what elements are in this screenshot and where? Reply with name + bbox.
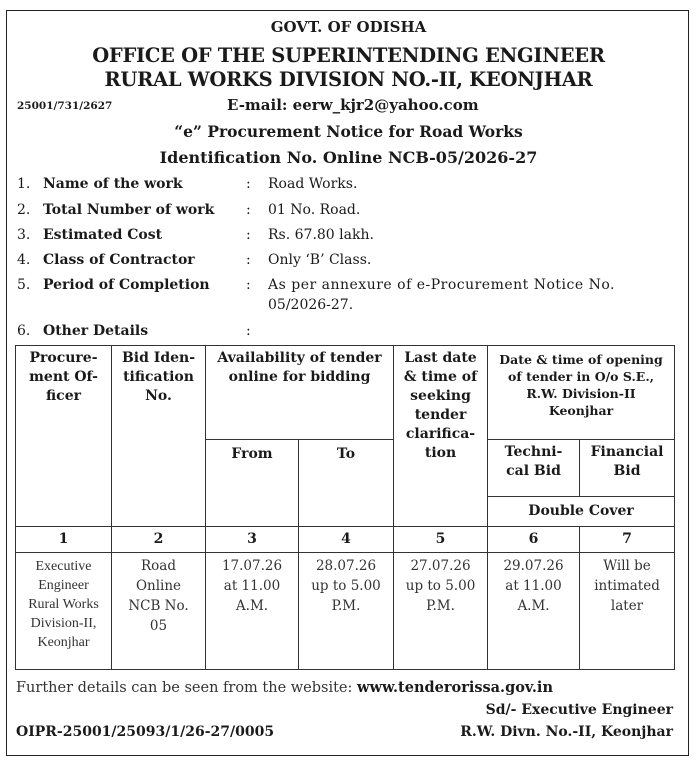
govt-heading: GOVT. OF ODISHA xyxy=(270,18,427,36)
header-last-date: Last date & time of seeking tender clarifica- tion xyxy=(394,346,488,527)
item-value: As per annexure of e-Procurement Notice No. xyxy=(268,277,615,293)
cell-to: 28.07.26 up to 5.00 P.M. xyxy=(299,553,394,670)
column-number: 1 xyxy=(16,527,112,553)
reference-number: 25001/731/2627 xyxy=(17,100,113,112)
email-line: E-mail: eerw_kjr2@yahoo.com xyxy=(227,96,479,114)
header-to: To xyxy=(299,440,394,527)
table-row xyxy=(16,553,675,670)
signature-office: R.W. Divn. No.-II, Keonjhar xyxy=(460,724,673,740)
item-value: Only ‘B’ Class. xyxy=(268,252,372,268)
signature-title: Sd/- Executive Engineer xyxy=(485,702,673,718)
website-link[interactable]: www.tenderorissa.gov.in xyxy=(357,679,553,696)
item-colon: : xyxy=(246,176,251,192)
cell-procurement-officer: Executive Engineer Rural Works Division-II, Keonjhar xyxy=(16,553,112,670)
cell-bid-identification: Road Online NCB No. 05 xyxy=(112,553,206,670)
identification-number: Identification No. Online NCB-05/2026-27 xyxy=(159,148,538,167)
header-opening-date: Date & time of opening of tender in O/o S.E., R.W. Division-II Keonjhar xyxy=(488,346,675,440)
item-value: 01 No. Road. xyxy=(268,202,361,218)
item-label: Total Number of work xyxy=(43,202,215,218)
column-number: 3 xyxy=(206,527,299,553)
header-bid-identification: Bid Iden- tification No. xyxy=(112,346,206,527)
header-double-cover: Double Cover xyxy=(488,497,675,527)
header-availability: Availability of tender online for bidding xyxy=(206,346,394,440)
column-number: 2 xyxy=(112,527,206,553)
item-label: Name of the work xyxy=(43,176,183,192)
item-number: 5. xyxy=(17,277,31,293)
further-details-text: Further details can be seen from the website: xyxy=(16,680,353,696)
header-procurement-officer: Procure- ment Of- ficer xyxy=(16,346,112,527)
office-title-line1: OFFICE OF THE SUPERINTENDING ENGINEER xyxy=(92,44,605,67)
column-number: 7 xyxy=(580,527,675,553)
office-title-line2: RURAL WORKS DIVISION NO.-II, KEONJHAR xyxy=(104,68,593,91)
item-colon: : xyxy=(246,277,251,293)
item-number: 1. xyxy=(17,176,31,192)
cell-last-date: 27.07.26 up to 5.00 P.M. xyxy=(394,553,488,670)
tender-schedule-table xyxy=(15,345,675,670)
cell-from: 17.07.26 at 11.00 A.M. xyxy=(206,553,299,670)
table-column-number-row xyxy=(16,527,675,553)
item-colon: : xyxy=(246,227,251,243)
header-from: From xyxy=(206,440,299,527)
header-technical-bid: Techni- cal Bid xyxy=(488,440,580,497)
item-label: Class of Contractor xyxy=(43,252,195,268)
notice-title: “e” Procurement Notice for Road Works xyxy=(174,122,523,141)
item-number: 4. xyxy=(17,252,31,268)
cell-financial-bid: Will be intimated later xyxy=(580,553,675,670)
column-number: 6 xyxy=(488,527,580,553)
item-colon: : xyxy=(246,202,251,218)
item-value-continued: 05/2026-27. xyxy=(268,297,354,313)
column-number: 5 xyxy=(394,527,488,553)
item-label: Estimated Cost xyxy=(43,227,163,243)
item-number: 3. xyxy=(17,227,31,243)
item-colon: : xyxy=(246,252,251,268)
item-label: Other Details xyxy=(43,323,149,339)
item-number: 2. xyxy=(17,202,31,218)
item-label: Period of Completion xyxy=(43,277,210,293)
header-financial-bid: Financial Bid xyxy=(580,440,675,497)
item-number: 6. xyxy=(17,323,31,339)
item-value: Road Works. xyxy=(268,176,358,192)
cell-technical-bid: 29.07.26 at 11.00 A.M. xyxy=(488,553,580,670)
item-value: Rs. 67.80 lakh. xyxy=(268,227,374,243)
column-number: 4 xyxy=(299,527,394,553)
oipr-number: OIPR-25001/25093/1/26-27/0005 xyxy=(16,724,275,740)
item-colon: : xyxy=(246,323,251,339)
further-details-line xyxy=(16,679,553,696)
table-header-row xyxy=(16,346,675,440)
